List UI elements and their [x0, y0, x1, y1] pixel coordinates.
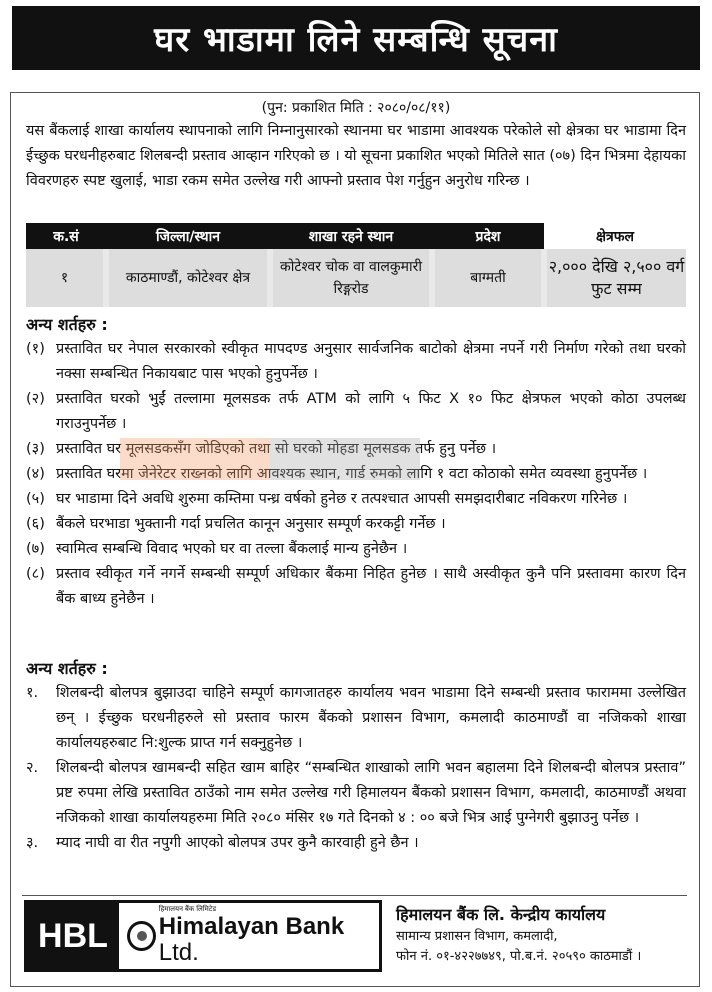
term-text: प्रस्ताव स्वीकृत गर्ने नगर्ने सम्बन्धी सम्पूर्ण अधिकार बैंकमा निहित हुनेछ । साथै अस्वीकृत कुनै पनि प्रस्तावमा कारण दिन बैंक बाध्य हुनेछैन ।	[56, 566, 686, 607]
term-text: म्याद नाघी वा रीत नपुगी आएको बोलपत्र उपर कुनै कारवाही हुने छैन ।	[56, 835, 419, 851]
bank-seal-icon	[127, 921, 156, 951]
term-item	[26, 437, 686, 462]
term-text: शिलबन्दी बोलपत्र बुझाउदा चाहिने सम्पूर्ण कागजातहरु कार्यालय भवन भाडामा दिने सम्बन्धी प्रस्ताव फाराममा उल्लेखित छन् । ईच्छुक घरधनीहरुले सो प्रस्ताव फारम बैंकको प्रशासन विभाग, कमलादी काठमाण्डौं वा नजिकको शाखा कार्यालयहरुबाट नि:शुल्क प्राप्त गर्न सक्नुहुनेछ ।	[56, 685, 686, 751]
bank-logo	[24, 900, 382, 972]
cell-district: काठमाण्डौं, कोटेश्वर क्षेत्र	[106, 249, 270, 307]
term-item	[26, 756, 686, 831]
term-text: स्वामित्व सम्बन्धि विवाद भएको घर वा तल्ला बैंकलाई मान्य हुनेछैन ।	[56, 541, 408, 557]
logo-hbl: HBL	[27, 903, 119, 969]
office-department: सामान्य प्रशासन विभाग, कमलादी,	[396, 929, 558, 944]
cell-area: २,००० देखि २,५०० वर्ग फुट सम्म	[544, 249, 686, 307]
term-text: प्रस्तावित घर मूलसडकसँग जोडिएको तथा सो घरको मोहडा मूलसडक तर्फ हुनु पर्नेछ ।	[56, 441, 497, 457]
term-number: (१)	[26, 341, 45, 357]
table-row	[26, 249, 686, 307]
office-title: हिमालयन बैंक लि. केन्द्रीय कार्यालय	[396, 905, 606, 924]
office-contact: फोन नं. ०१-४२२७७४९, पो.ब.नं. २०५९० काठमाडौं ।	[396, 949, 642, 964]
cell-branch-location: कोटेश्वर चोक वा वालकुमारी रिङ्गरोड	[270, 249, 432, 307]
reissue-date: (पुन: प्रकाशित मिति : २०८०/०८/११)	[261, 100, 451, 116]
term-item	[26, 337, 686, 387]
term-item	[26, 512, 686, 537]
term-number: (७)	[26, 541, 45, 557]
term-text: बैंकले घरभाडा भुक्तानी गर्दा प्रचलित कानून अनुसार सम्पूर्ण करकट्टी गर्नेछ ।	[56, 516, 446, 532]
intro-paragraph: यस बैंकलाई शाखा कार्यालय स्थापनाको लागि निम्नानुसारको स्थानमा घर भाडामा आवश्यक परेकोले सो क्षेत्रका घर भाडामा दिन ईच्छुक घरधनीहरुबाट शिलबन्दी प्रस्ताव आव्हान गरिएको छ । यो सूचना प्रकाशित भएको मितिले सात (०७) दिन भित्रमा देहायका विवरणहरु स्पष्ट खुलाई, भाडा रकम समेत उल्लेख गरी आफ्नो प्रस्ताव पेश गर्नुहुन अनुरोध गरिन्छ ।	[26, 123, 686, 189]
logo-nepali-name: हिमालयन बैंक लिमिटेड	[158, 906, 217, 913]
col-serial: क.सं	[26, 223, 106, 249]
term-item	[26, 537, 686, 562]
terms-section-2	[26, 657, 686, 856]
col-area: क्षेत्रफल	[544, 223, 686, 249]
table-header-row	[26, 223, 686, 249]
notice-title: घर भाडामा लिने सम्बन्धि सूचना	[12, 6, 700, 70]
term-item	[26, 681, 686, 756]
col-district: जिल्ला/स्थान	[106, 223, 270, 249]
location-table	[26, 223, 686, 307]
term-number: (३)	[26, 441, 45, 457]
term-item	[26, 831, 686, 856]
term-number: (५)	[26, 491, 45, 507]
cell-province: बाग्मती	[432, 249, 544, 307]
term-number: २.	[26, 760, 39, 776]
term-number: १.	[26, 685, 39, 701]
term-item	[26, 562, 686, 612]
terms-section-1	[26, 313, 686, 612]
col-province: प्रदेश	[432, 223, 544, 249]
term-number: (८)	[26, 566, 45, 582]
footer-divider	[22, 895, 687, 896]
term-text: प्रस्तावित घर नेपाल सरकारको स्वीकृत मापदण्ड अनुसार सार्वजनिक बाटोको क्षेत्रमा नपर्ने गरी निर्माण गरेको तथा घरको नक्सा सम्बन्धित निकायबाट पास भएको हुनुपर्नेछ ।	[56, 341, 686, 382]
col-branch-location: शाखा रहने स्थान	[270, 223, 432, 249]
term-item	[26, 387, 686, 437]
terms-heading: अन्य शर्तहरु :	[26, 315, 108, 334]
term-text: शिलबन्दी बोलपत्र खामबन्दी सहित खाम बाहिर “सम्बन्धित शाखाको लागि भवन बहालमा दिने शिलबन्दी बोलपत्र प्रस्ताव” प्रष्ट रुपमा लेखि प्रस्तावित ठाउँको नाम समेत उल्लेख गरी हिमालयन बैंकको प्रशासन विभाग, कमलादी, काठमाण्डौं अथवा नजिकको शाखा कार्यालयहरुमा मिति २०८० मंसिर १७ गते दिनको ४ : ०० बजे भित्र आई पुग्नेगरी बुझाउनु पर्नेछ ।	[56, 760, 686, 826]
term-number: ३.	[26, 835, 39, 851]
terms-heading: अन्य शर्तहरु :	[26, 659, 108, 678]
term-number: (६)	[26, 516, 45, 532]
term-text: घर भाडामा दिने अवधि शुरुमा कम्तिमा पन्ध्र वर्षको हुनेछ र तत्पश्चात आपसी समझदारीबाट नविकरण गरिनेछ ।	[56, 491, 628, 507]
term-item	[26, 487, 686, 512]
cell-serial: १	[26, 249, 106, 307]
term-text: प्रस्तावित घरमा जेनेरेटर राख्नको लागि आवश्यक स्थान, गार्ड रुमको लागि १ वटा कोठाको समेत व्यवस्था हुनुपर्नेछ ।	[56, 466, 648, 482]
logo-suffix: Ltd.	[158, 939, 199, 966]
logo-bank-name: Himalayan Bank	[158, 913, 345, 940]
term-item	[26, 462, 686, 487]
term-text: प्रस्तावित घरको भुईं तल्लामा मूलसडक तर्फ ATM को लागि ५ फिट X १० फिट क्षेत्रफल भएको कोठा उपलब्ध गराउनुपर्नेछ ।	[56, 391, 686, 432]
term-number: (४)	[26, 466, 45, 482]
office-address	[396, 903, 696, 967]
term-number: (२)	[26, 391, 45, 407]
